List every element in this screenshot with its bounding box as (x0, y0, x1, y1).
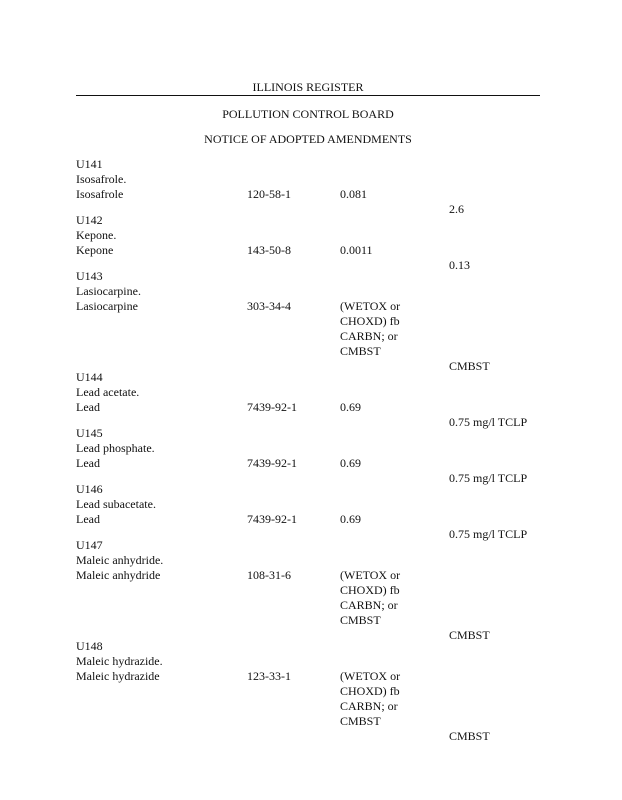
cas-number: 120-58-1 (247, 187, 291, 201)
constituent: Maleic anhydride (76, 568, 161, 582)
cas-number: 7439-92-1 (247, 400, 297, 414)
constituent: Lead (76, 400, 100, 414)
wastewater-line: (WETOX or (340, 299, 401, 313)
table-entry (76, 370, 546, 429)
constituent: Maleic hydrazide (76, 669, 160, 683)
wastewater-line: CMBST (340, 613, 381, 627)
notice-title: NOTICE OF ADOPTED AMENDMENTS (204, 132, 412, 146)
table-entry (76, 426, 546, 485)
wastewater-line: CARBN; or (340, 699, 398, 713)
waste-code: U141 (76, 157, 103, 171)
nonwastewater-standard: 2.6 (449, 202, 464, 216)
table-entry (76, 482, 546, 541)
waste-code-table (76, 157, 546, 743)
wastewater-standard (340, 187, 440, 202)
wastewater-line: CHOXD) fb (340, 684, 400, 698)
constituent: Lasiocarpine (76, 299, 138, 313)
nonwastewater-standard: CMBST (449, 729, 490, 743)
wastewater-line: 0.0011 (340, 243, 373, 257)
wastewater-line: 0.69 (340, 400, 361, 414)
wastewater-standard (340, 512, 440, 527)
wastewater-line: CHOXD) fb (340, 314, 400, 328)
wastewater-standard (340, 400, 440, 415)
wastewater-standard (340, 456, 440, 471)
nonwastewater-standard: 0.75 mg/l TCLP (449, 527, 528, 541)
wastewater-line: CMBST (340, 714, 381, 728)
wastewater-standard (340, 568, 440, 628)
waste-code: U143 (76, 269, 103, 283)
cas-number: 303-34-4 (247, 299, 291, 313)
running-header: ILLINOIS REGISTER (76, 80, 540, 96)
wastewater-standard (340, 299, 440, 359)
cas-number: 143-50-8 (247, 243, 291, 257)
wastewater-line: 0.081 (340, 187, 367, 201)
waste-code: U145 (76, 426, 103, 440)
wastewater-line: CARBN; or (340, 329, 398, 343)
constituent: Lead (76, 512, 100, 526)
cas-number: 123-33-1 (247, 669, 291, 683)
nonwastewater-standard: CMBST (449, 359, 490, 373)
table-entry (76, 157, 546, 216)
waste-code: U142 (76, 213, 103, 227)
table-entry (76, 639, 546, 743)
waste-code: U144 (76, 370, 103, 384)
waste-code: U146 (76, 482, 103, 496)
waste-name: Lead acetate. (76, 385, 140, 399)
wastewater-line: 0.69 (340, 512, 361, 526)
nonwastewater-standard: 0.75 mg/l TCLP (449, 471, 528, 485)
constituent: Lead (76, 456, 100, 470)
cas-number: 7439-92-1 (247, 456, 297, 470)
waste-code: U148 (76, 639, 103, 653)
waste-name: Lead subacetate. (76, 497, 156, 511)
wastewater-line: CHOXD) fb (340, 583, 400, 597)
wastewater-line: CMBST (340, 344, 381, 358)
agency-title: POLLUTION CONTROL BOARD (222, 107, 394, 121)
waste-name: Lasiocarpine. (76, 284, 141, 298)
waste-name: Lead phosphate. (76, 441, 155, 455)
wastewater-standard (340, 669, 440, 729)
waste-name: Isosafrole. (76, 172, 127, 186)
wastewater-line: (WETOX or (340, 669, 401, 683)
constituent: Kepone (76, 243, 114, 257)
nonwastewater-standard: CMBST (449, 628, 490, 642)
waste-code: U147 (76, 538, 103, 552)
waste-name: Maleic anhydride. (76, 553, 164, 567)
waste-name: Kepone. (76, 228, 117, 242)
cas-number: 108-31-6 (247, 568, 291, 582)
wastewater-line: (WETOX or (340, 568, 401, 582)
table-entry (76, 538, 546, 642)
waste-name: Maleic hydrazide. (76, 654, 163, 668)
cas-number: 7439-92-1 (247, 512, 297, 526)
wastewater-line: 0.69 (340, 456, 361, 470)
table-entry (76, 269, 546, 373)
nonwastewater-standard: 0.13 (449, 258, 470, 272)
nonwastewater-standard: 0.75 mg/l TCLP (449, 415, 528, 429)
constituent: Isosafrole (76, 187, 124, 201)
table-entry (76, 213, 546, 272)
wastewater-line: CARBN; or (340, 598, 398, 612)
wastewater-standard (340, 243, 440, 258)
